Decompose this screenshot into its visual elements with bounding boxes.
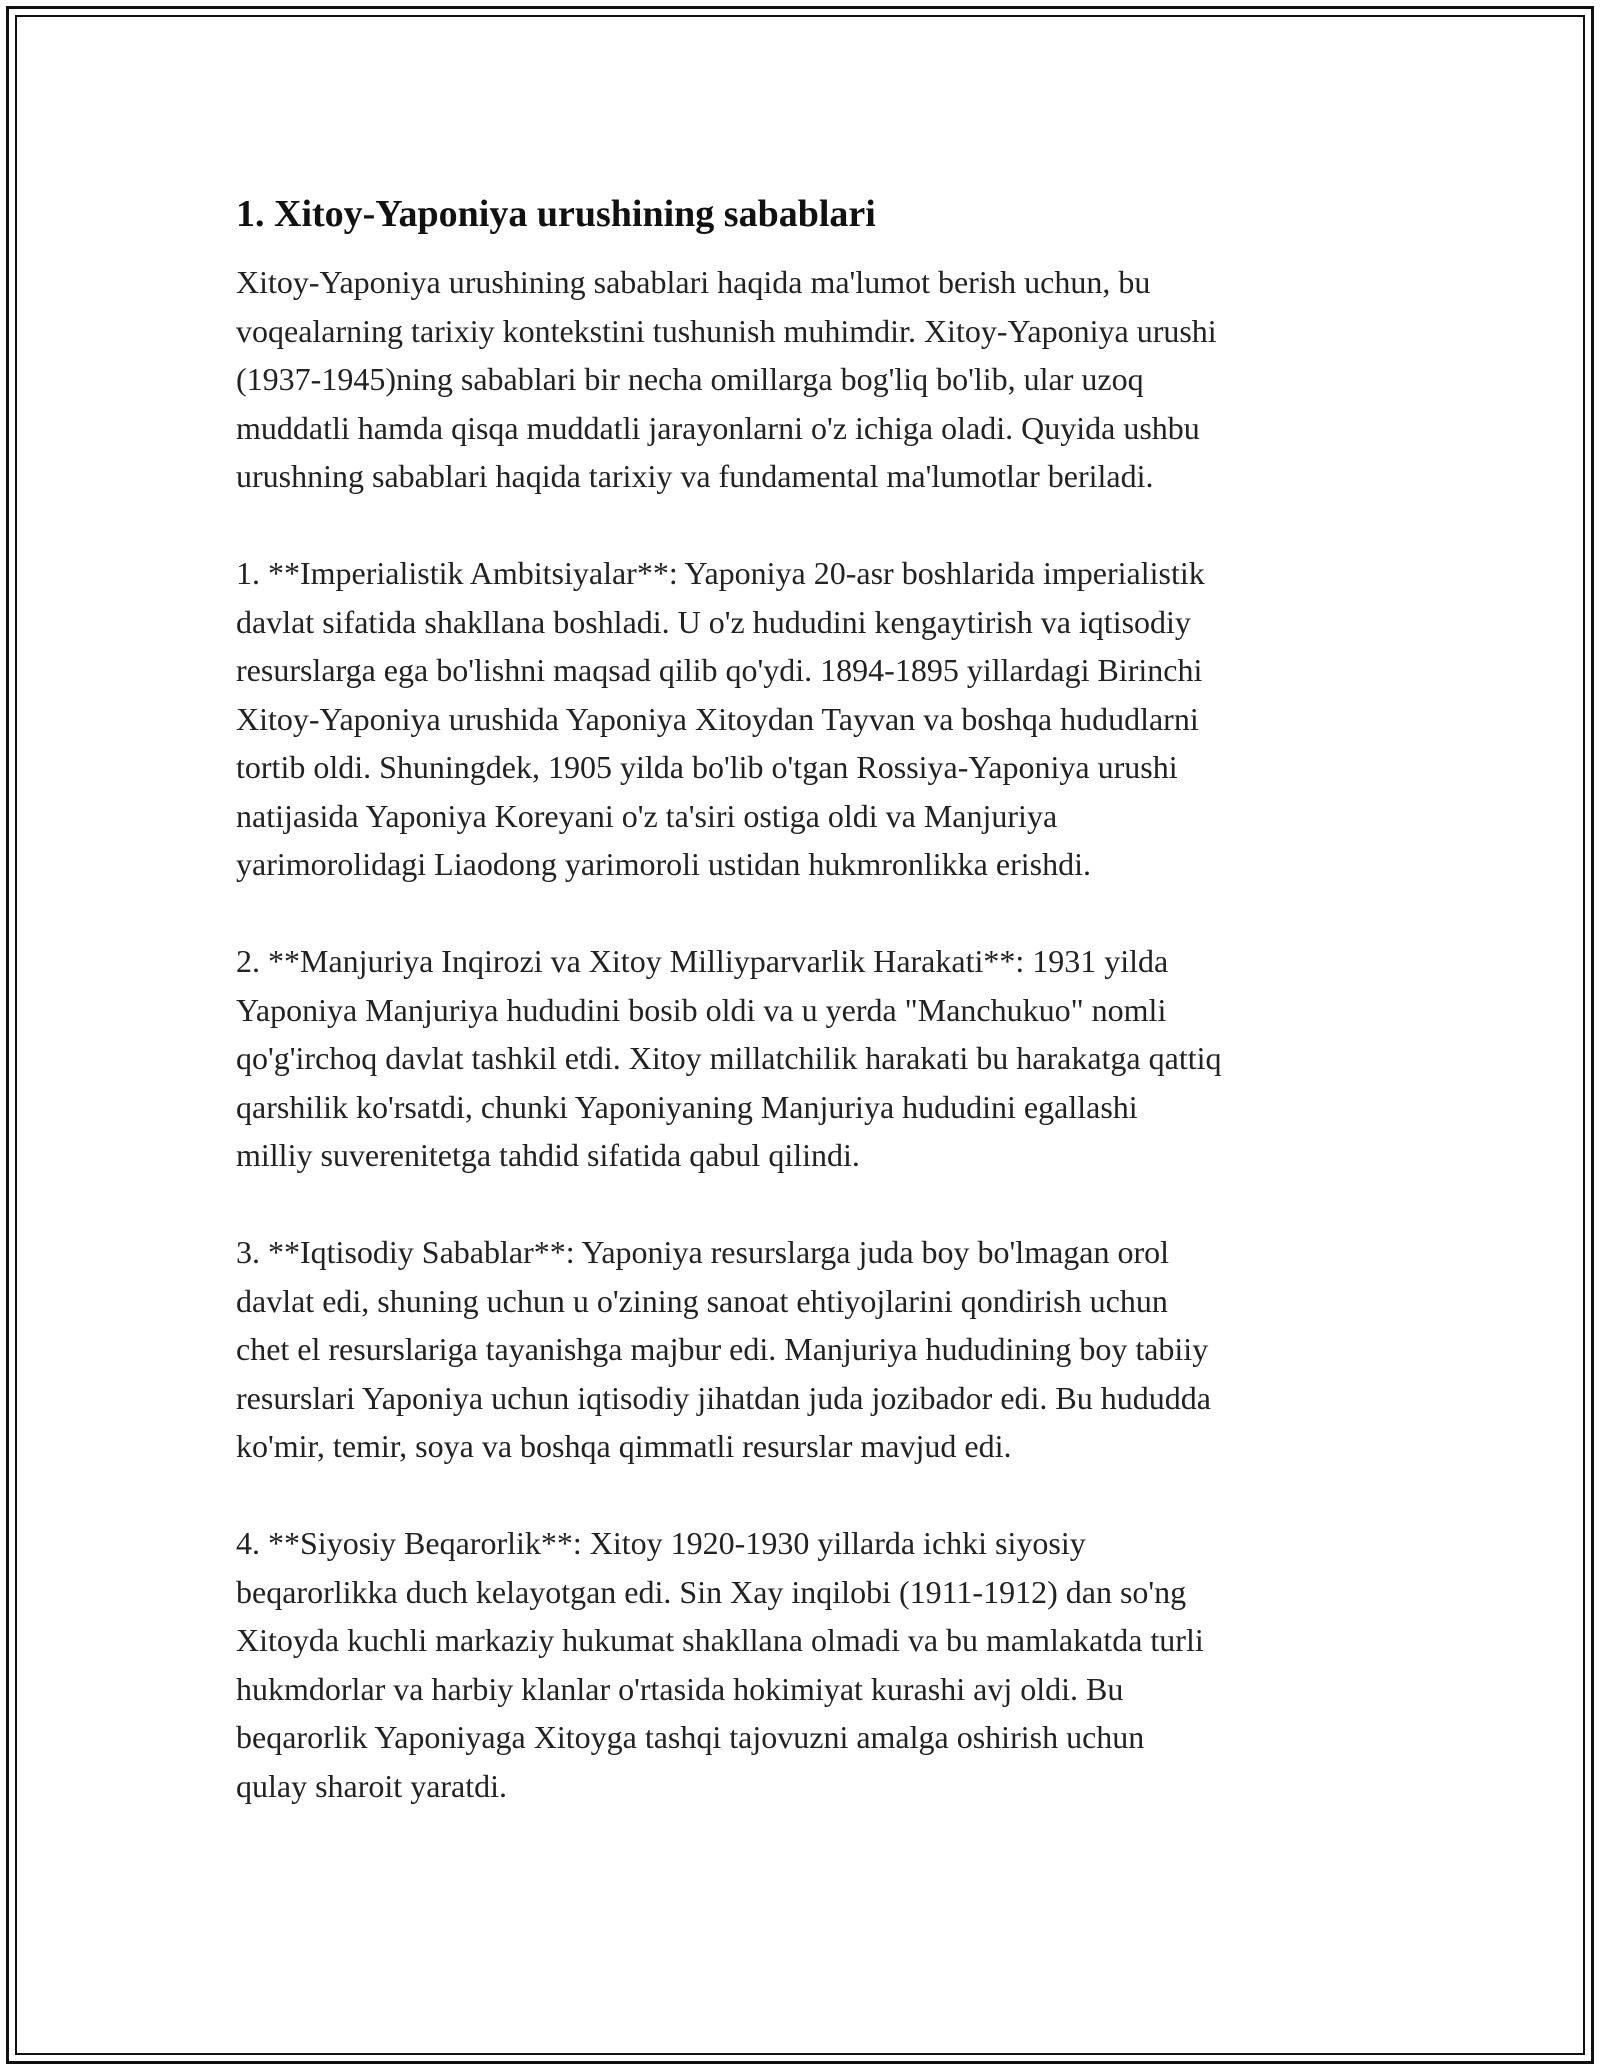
- text-line: chet el resurslariga tayanishga majbur edi. Manjuriya hududining boy tabiiy: [236, 1331, 1209, 1367]
- paragraph-political-instability: [236, 1519, 1386, 1810]
- text-line: qulay sharoit yaratdi.: [236, 1767, 508, 1804]
- text-line: tortib oldi. Shuningdek, 1905 yilda bo'lib o'tgan Rossiya-Yaponiya urushi: [236, 749, 1178, 785]
- document-title: 1. Xitoy-Yaponiya urushining sabablari: [236, 193, 876, 235]
- paragraph-manchuria-crisis: [236, 937, 1386, 1180]
- paragraph-imperialistic-ambitions: [236, 549, 1386, 889]
- text-line: (1937-1945)ning sabablari bir necha omillarga bog'liq bo'lib, ular uzoq: [236, 361, 1144, 397]
- text-line: 3. **Iqtisodiy Sabablar**: Yaponiya resurslarga juda boy bo'lmagan orol: [236, 1234, 1170, 1270]
- text-line: Xitoy-Yaponiya urushining sabablari haqida ma'lumot berish uchun, bu: [236, 264, 1151, 300]
- text-line: beqarorlikka duch kelayotgan edi. Sin Xay inqilobi (1911-1912) dan so'ng: [236, 1573, 1187, 1610]
- document-body: [236, 186, 1386, 1859]
- text-line: voqealarning tarixiy kontekstini tushunish muhimdir. Xitoy-Yaponiya urushi: [236, 312, 1217, 349]
- text-line: beqarorlik Yaponiyaga Xitoyga tashqi tajovuzni amalga oshirish uchun: [236, 1719, 1145, 1755]
- text-line: 1. **Imperialistik Ambitsiyalar**: Yaponiya 20-asr boshlarida imperialistik: [236, 555, 1205, 591]
- text-line: muddatli hamda qisqa muddatli jarayonlarni o'z ichiga oladi. Quyida ushbu: [236, 409, 1200, 446]
- text-line: qarshilik ko'rsatdi, chunki Yaponiyaning Manjuriya hududini egallashi: [236, 1088, 1138, 1125]
- text-line: qo'g'irchoq davlat tashkil etdi. Xitoy millatchilik harakati bu harakatga qattiq: [236, 1040, 1222, 1076]
- text-line: Yaponiya Manjuriya hududini bosib oldi va u yerda "Manchukuo" nomli: [236, 991, 1167, 1028]
- text-line: davlat sifatida shakllana boshladi. U o'z hududini kengaytirish va iqtisodiy: [236, 603, 1191, 640]
- text-line: natijasida Yaponiya Koreyani o'z ta'siri ostiga oldi va Manjuriya: [236, 797, 1058, 834]
- text-line: resurslari Yaponiya uchun iqtisodiy jihatdan juda jozibador edi. Bu hududda: [236, 1379, 1211, 1416]
- text-line: 4. **Siyosiy Beqarorlik**: Xitoy 1920-1930 yillarda ichki siyosiy: [236, 1525, 1086, 1561]
- text-line: Xitoyda kuchli markaziy hukumat shakllana olmadi va bu mamlakatda turli: [236, 1622, 1204, 1658]
- text-line: milliy suverenitetga tahdid sifatida qabul qilindi.: [236, 1137, 860, 1173]
- text-line: davlat edi, shuning uchun u o'zining sanoat ehtiyojlarini qondirish uchun: [236, 1282, 1168, 1319]
- text-line: ko'mir, temir, soya va boshqa qimmatli resurslar mavjud edi.: [236, 1428, 1012, 1464]
- text-line: 2. **Manjuriya Inqirozi va Xitoy Milliyparvarlik Harakati**: 1931 yilda: [236, 943, 1169, 979]
- text-line: yarimorolidagi Liaodong yarimoroli ustidan hukmronlikka erishdi.: [236, 846, 1091, 882]
- text-line: Xitoy-Yaponiya urushida Yaponiya Xitoydan Tayvan va boshqa hududlarni: [236, 700, 1199, 737]
- text-line: resurslarga ega bo'lishni maqsad qilib qo'ydi. 1894-1895 yillardagi Birinchi: [236, 652, 1203, 688]
- text-line: hukmdorlar va harbiy klanlar o'rtasida hokimiyat kurashi avj oldi. Bu: [236, 1670, 1124, 1707]
- paragraph-economic-causes: [236, 1228, 1386, 1471]
- paragraph-intro: [236, 258, 1386, 501]
- text-line: urushning sabablari haqida tarixiy va fundamental ma'lumotlar beriladi.: [236, 458, 1154, 494]
